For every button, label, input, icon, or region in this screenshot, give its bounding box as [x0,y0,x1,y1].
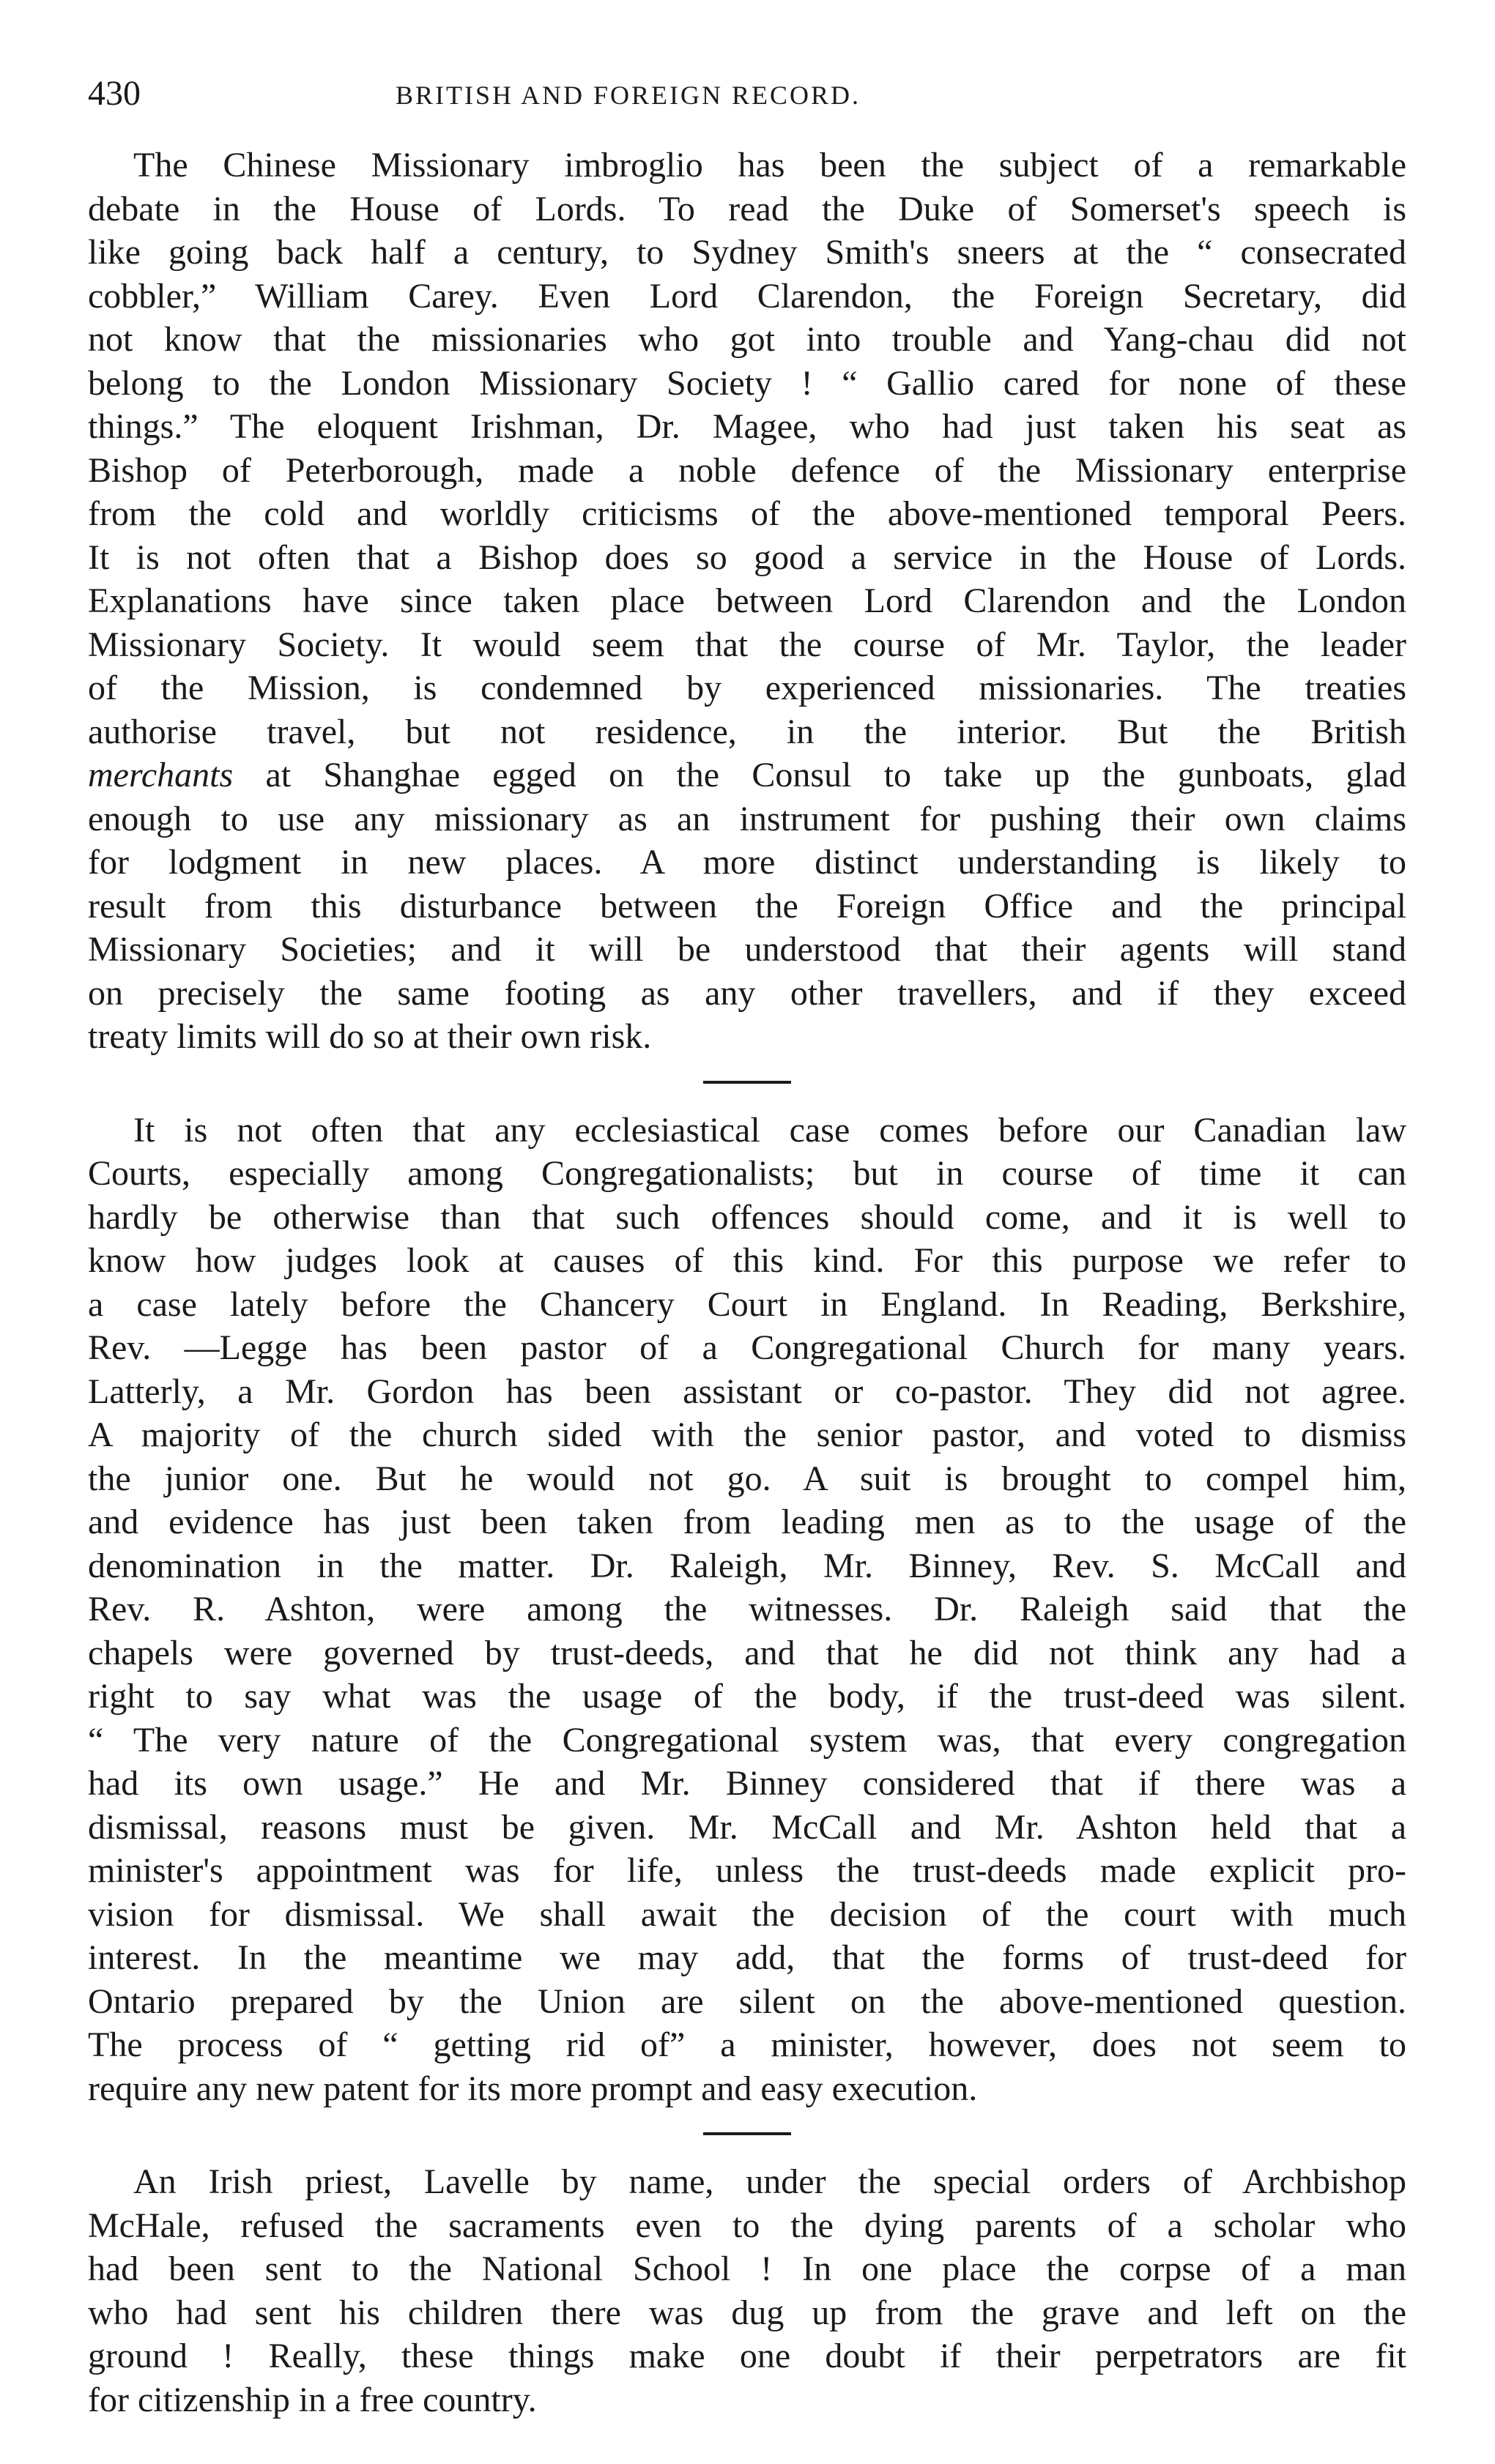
text-line: interest. In the meantime we may add, that the forms of trust-deed for [88,1938,1406,1977]
text-line: Explanations have since taken place between Lord Clarendon and the London [88,581,1406,620]
article-ecclesiastical-case [88,1109,1406,2111]
text-line: from the cold and worldly criticisms of the above-mentioned temporal Peers. [88,494,1406,533]
text-line: “ The very nature of the Congregational system was, that every congregation [88,1720,1406,1760]
text-line: Missionary Society. It would seem that the course of Mr. Taylor, the leader [88,625,1406,664]
text-line: ground ! Really, these things make one doubt if their perpetrators are fit [88,2337,1406,2375]
page [88,73,1406,2422]
text-line: things.” The eloquent Irishman, Dr. Magee, who had just taken his seat as [88,407,1406,446]
text-line: for citizenship in a free country. [88,2380,537,2419]
text-line: for lodgment in new places. A more distinct understanding is likely to [88,843,1406,882]
section-divider [703,2132,791,2135]
text-line: debate in the House of Lords. To read the Duke of Somerset's speech is [88,189,1406,228]
text-line: A majority of the church sided with the senior pastor, and voted to dismiss [88,1415,1406,1454]
section-divider [703,1081,791,1084]
text-line: Latterly, a Mr. Gordon has been assistant or co-pastor. They did not agree. [88,1371,1406,1411]
text-line: the junior one. But he would not go. A suit is brought to compel him, [88,1459,1406,1498]
article-irish-priest [88,2160,1406,2422]
text-line: know how judges look at causes of this kind. For this purpose we refer to [88,1241,1406,1280]
text-line: belong to the London Missionary Society ! “ Gallio cared for none of these [88,363,1406,403]
emphasis-text: merchants [88,756,234,794]
text-line: McHale, refused the sacraments even to the dying parents of a scholar who [88,2206,1406,2245]
text-line: denomination in the matter. Dr. Raleigh, Mr. Binney, Rev. S. McCall and [88,1546,1406,1585]
text-line: dismissal, reasons must be given. Mr. McCall and Mr. Ashton held that a [88,1807,1406,1847]
text-line: Ontario prepared by the Union are silent on the above-mentioned question. [88,1981,1406,2021]
page-number: 430 [88,74,141,113]
text-line: who had sent his children there was dug up from the grave and left on the [88,2293,1406,2332]
text-line: like going back half a century, to Sydney Smith's sneers at the “ consecrated [88,233,1406,272]
article-chinese-missionary [88,144,1406,1059]
text-line: enough to use any missionary as an instrument for pushing their own claims [88,799,1406,838]
text-line: result from this disturbance between the Foreign Office and the principal [88,886,1406,926]
text-line: chapels were governed by trust-deeds, and that he did not think any had a [88,1633,1406,1672]
text-line: An Irish priest, Lavelle by name, under the special orders of Archbishop [133,2162,1406,2201]
text-line: of the Mission, is condemned by experienced missionaries. The treaties [88,669,1406,707]
text-line: had its own usage.” He and Mr. Binney considered that if there was a [88,1764,1406,1803]
text-line: vision for dismissal. We shall await the decision of the court with much [88,1894,1406,1934]
text-line: not know that the missionaries who got into trouble and Yang-chau did not [88,320,1406,359]
text-line: Missionary Societies; and it will be understood that their agents will stand [88,930,1406,969]
text-line: The process of “ getting rid of” a minister, however, does not seem to [88,2025,1406,2064]
text-line: Bishop of Peterborough, made a noble defence of the Missionary enterprise [88,450,1406,490]
text-line: hardly be otherwise than that such offences should come, and it is well to [88,1197,1406,1237]
text-line: and evidence has just been taken from leading men as to the usage of the [88,1503,1406,1541]
text-line: It is not often that a Bishop does so good a service in the House of Lords. [88,537,1406,577]
text-line: a case lately before the Chancery Court in England. In Reading, Berkshire, [88,1284,1406,1324]
text-line: The Chinese Missionary imbroglio has been the subject of a remarkable [133,146,1406,185]
text-line: minister's appointment was for life, unless the trust-deeds made explicit pro- [88,1851,1406,1890]
page-header [88,73,1406,132]
text-line: Rev. —Legge has been pastor of a Congregational Church for many years. [88,1328,1406,1367]
text-line: cobbler,” William Carey. Even Lord Clarendon, the Foreign Secretary, did [88,276,1406,316]
text-line: right to say what was the usage of the body, if the trust-deed was silent. [88,1677,1406,1716]
text-line: It is not often that any ecclesiastical case comes before our Canadian law [133,1110,1406,1150]
running-head: BRITISH AND FOREIGN RECORD. [396,81,861,110]
text-line: Courts, especially among Congregationalists; but in course of time it can [88,1154,1406,1193]
text-line: require any new patent for its more prompt and easy execution. [88,2069,978,2108]
text-line: Rev. R. Ashton, were among the witnesses. Dr. Raleigh said that the [88,1590,1406,1629]
text-line: treaty limits will do so at their own risk. [88,1017,652,1056]
text-line: had been sent to the National School ! In one place the corpse of a man [88,2249,1406,2288]
text-line: authorise travel, but not residence, in the interior. But the British [88,712,1406,751]
text-line: merchants at Shanghae egged on the Consul to take up the gunboats, glad [88,756,1406,794]
text-line: on precisely the same footing as any other travellers, and if they exceed [88,973,1406,1013]
